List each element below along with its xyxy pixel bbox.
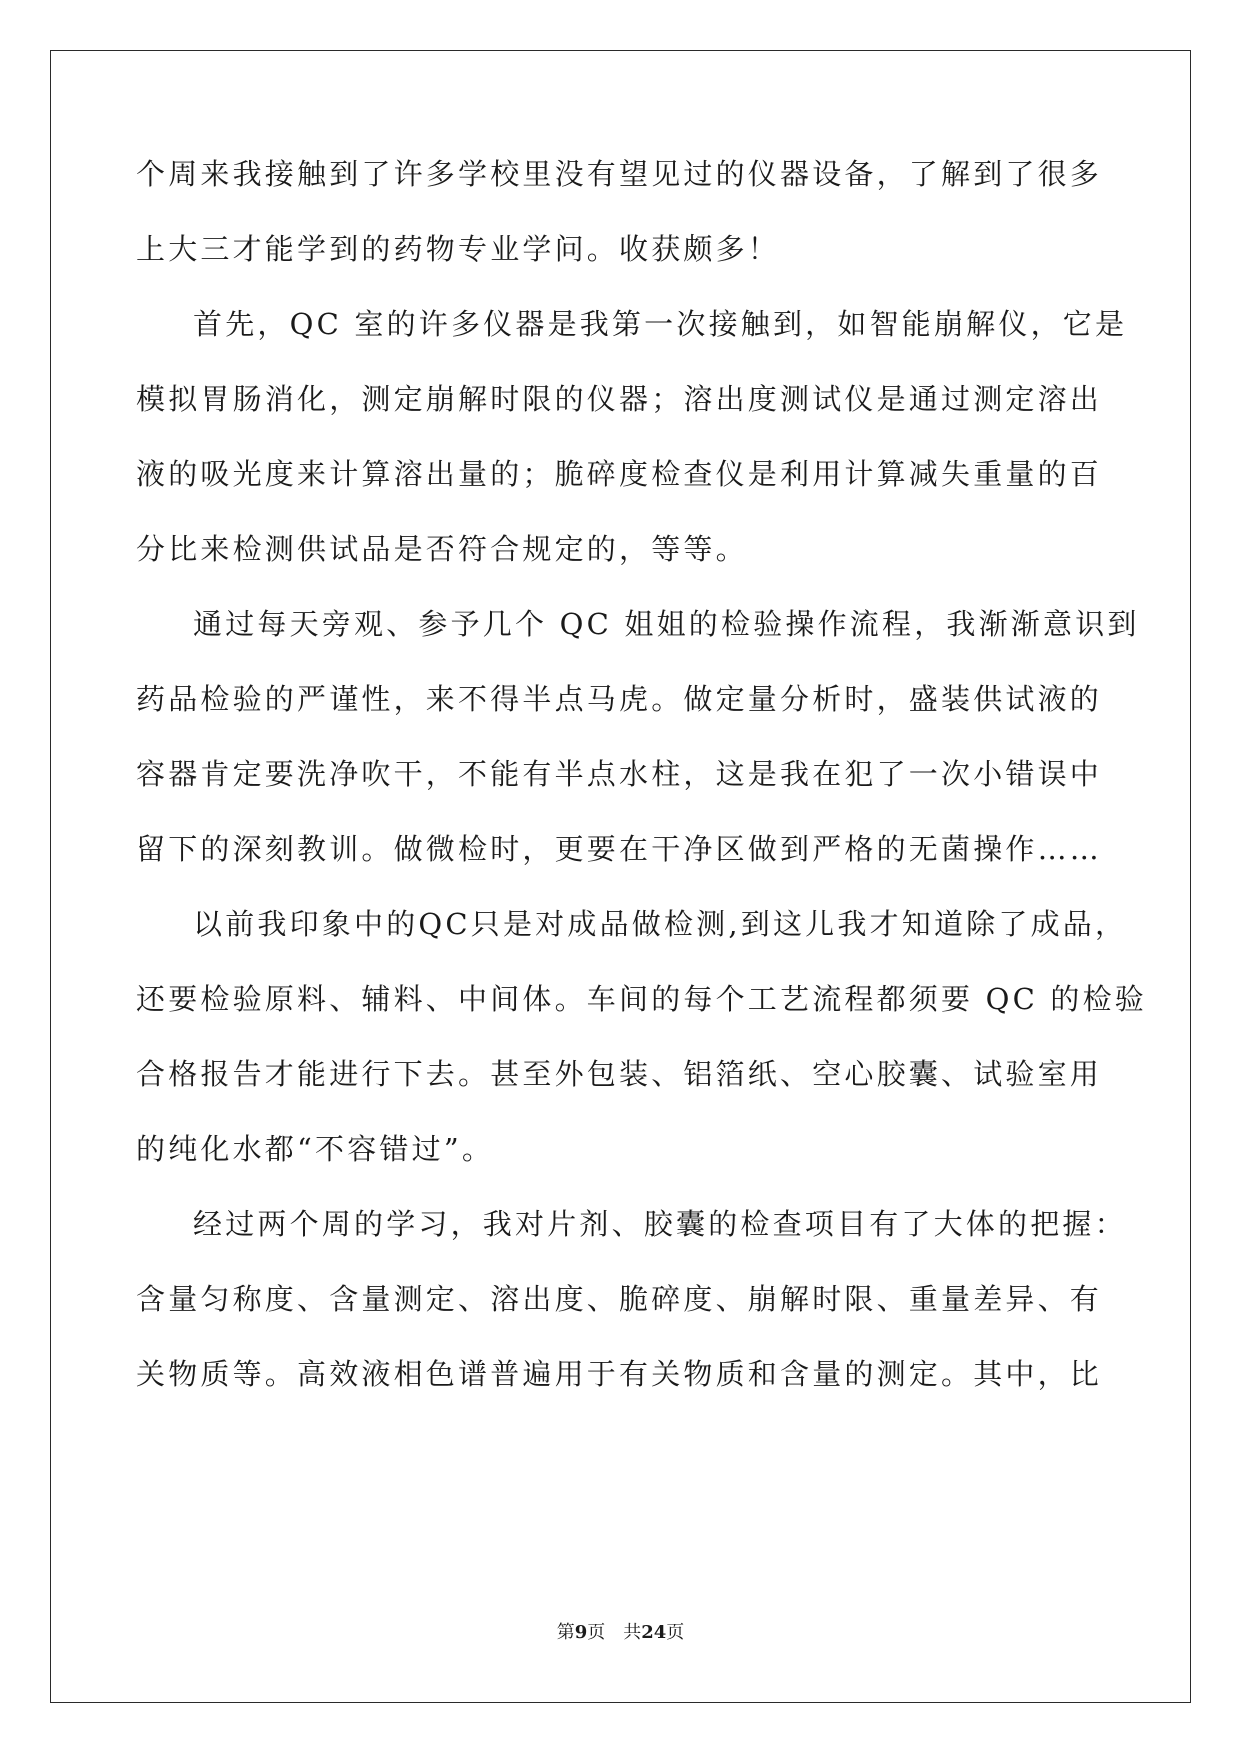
text-line: 含量匀称度、含量测定、溶出度、脆碎度、崩解时限、重量差异、有: [136, 1282, 1103, 1316]
text-line: 容器肯定要洗净吹干，不能有半点水柱，这是我在犯了一次小错误中: [136, 757, 1103, 791]
text-line: 首先，QC 室的许多仪器是我第一次接触到，如智能崩解仪，它是: [193, 307, 1128, 341]
text-line: 液的吸光度来计算溶出量的；脆碎度检查仪是利用计算减失重量的百: [136, 457, 1103, 491]
text-line: 以前我印象中的QC只是对成品做检测,到这儿我才知道除了成品，: [193, 907, 1128, 941]
page-footer: [0, 1621, 1241, 1645]
text-line: 还要检验原料、辅料、中间体。车间的每个工艺流程都须要 QC 的检验: [136, 982, 1148, 1016]
text-line: 模拟胃肠消化，测定崩解时限的仪器；溶出度测试仪是通过测定溶出: [136, 382, 1103, 416]
page-number-label: 第9页: [556, 1622, 606, 1643]
text-line: 分比来检测供试品是否符合规定的，等等。: [136, 532, 748, 566]
text-line: 个周来我接触到了许多学校里没有望见过的仪器设备，了解到了很多: [136, 157, 1103, 191]
text-line: 通过每天旁观、参予几个 QC 姐姐的检验操作流程，我渐渐意识到: [193, 607, 1140, 641]
text-line: 上大三才能学到的药物专业学问。收获颇多！: [136, 232, 781, 266]
text-line: 的纯化水都“不容错过”。: [136, 1132, 495, 1166]
text-line: 经过两个周的学习，我对片剂、胶囊的检查项目有了大体的把握：: [193, 1207, 1127, 1241]
text-line: 关物质等。高效液相色谱普遍用于有关物质和含量的测定。其中，比: [136, 1357, 1103, 1391]
text-line: 合格报告才能进行下去。甚至外包装、铝箔纸、空心胶囊、试验室用: [136, 1057, 1103, 1091]
total-pages-label: 共24页: [623, 1622, 685, 1643]
text-line: 药品检验的严谨性，来不得半点马虎。做定量分析时，盛装供试液的: [136, 682, 1103, 716]
text-line: 留下的深刻教训。做微检时，更要在干净区做到严格的无菌操作……: [136, 832, 1103, 866]
